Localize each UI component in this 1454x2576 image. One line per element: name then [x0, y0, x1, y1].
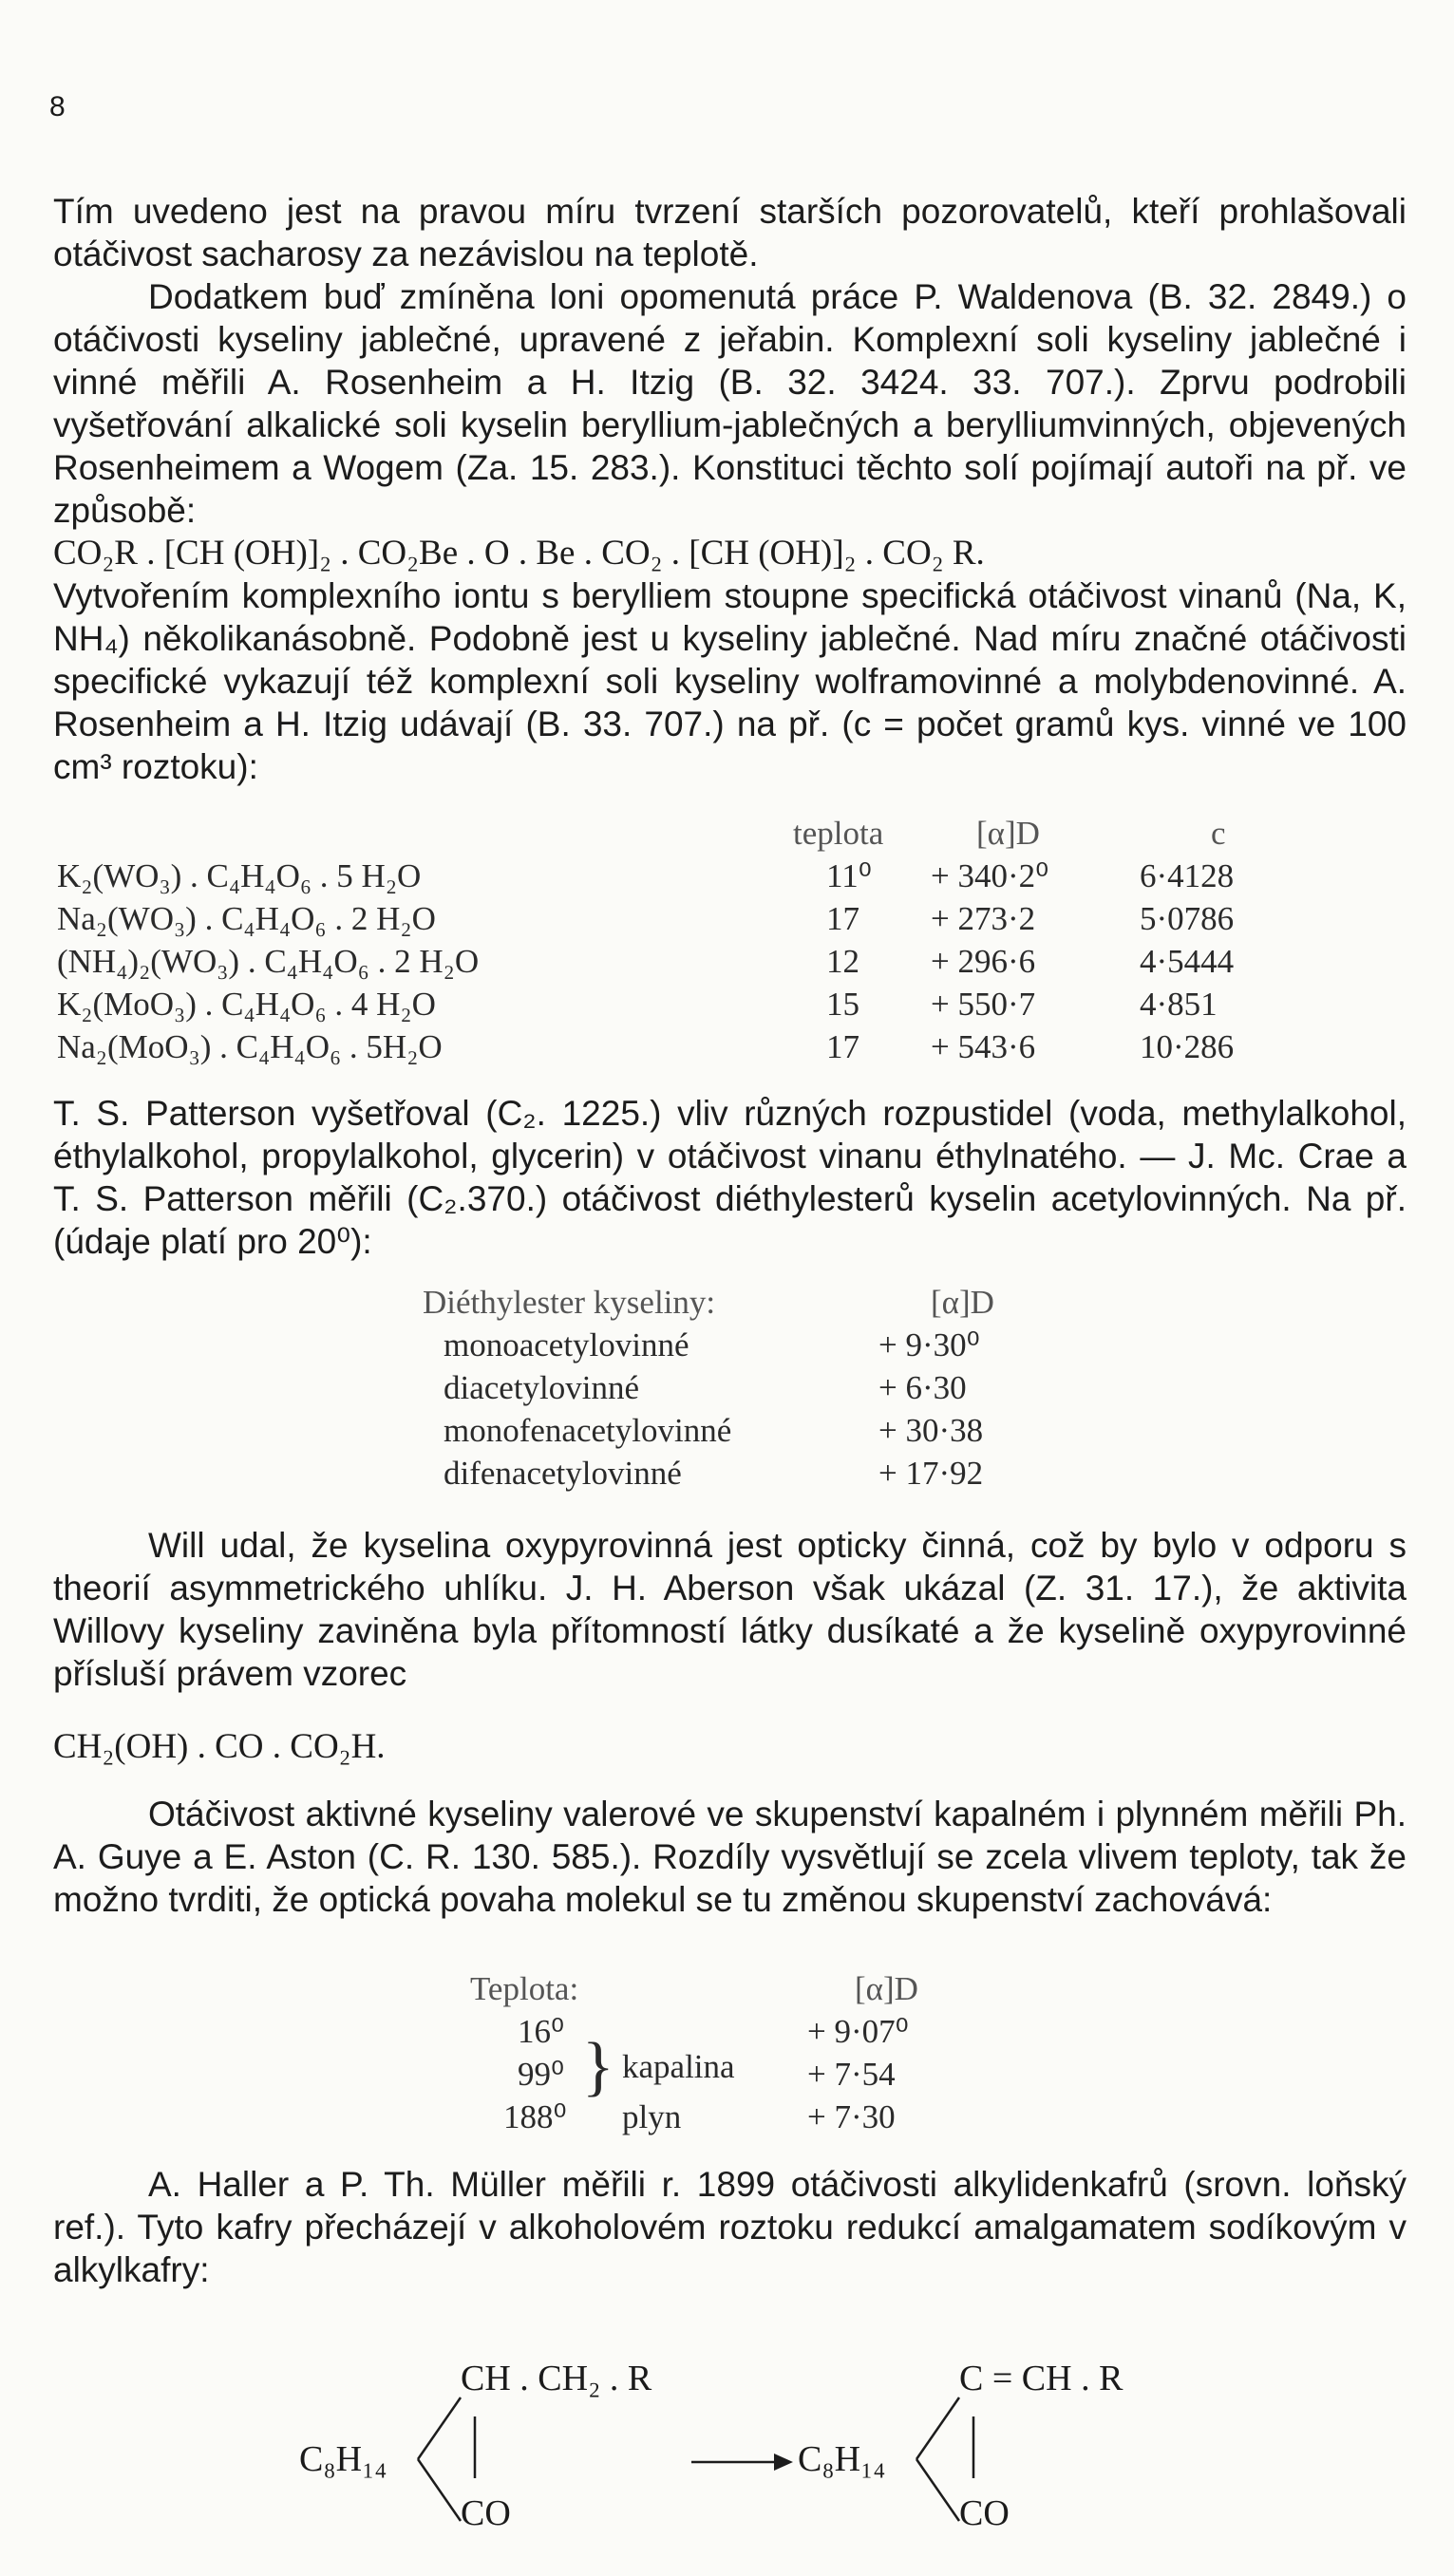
compound-cell: K₂(WO₃) . C₄H₄O₆ . 5 H₂O — [57, 857, 422, 894]
header-alpha: [α]D — [976, 815, 1040, 852]
header-c: c — [1211, 815, 1226, 852]
teplota-cell: 12 — [826, 943, 859, 980]
left-base-formula: C₈H₁₄ — [299, 2439, 387, 2479]
paragraph-7: A. Haller a P. Th. Müller měřili r. 1899 otáčivosti alkylidenkafrů (srovn. loňský ref.). Tyto kafry přecházejí v alkoholovém roztoku redukcí amalgamatem sodíkovým v alkylkafry: — [53, 2165, 1407, 2289]
paragraph-2: Dodatkem buď zmíněna loni opomenutá práce P. Waldenova (B. 32. 2849.) o otáčivosti kyseliny jablečné, upravené z jeřabin. Komplexní soli kyseliny jablečné i vinné měřili A. Rosenheim a H. Itzig (B. 32. 3424. 33. 707.). Zprvu podrobili vyšetřování alkalické soli kyselin beryllium-jablečných a berylliumvinných, objevených Rosenheimem a Wogem (Za. 15. 283.). Konstituci těchto solí pojímají autoři na př. ve způsobě: — [53, 277, 1407, 530]
alpha-cell: + 7·54 — [807, 2056, 896, 2093]
formula-beryllium: CO₂R . [CH (OH)]₂ . CO₂Be . O . Be . CO₂ . [CH (OH)]₂ . CO₂ R. — [53, 534, 985, 573]
state-cell: plyn — [622, 2098, 682, 2135]
teplota-cell: 17 — [826, 1028, 859, 1065]
header-alpha: [α]D — [855, 1970, 918, 2007]
compound-cell: K₂(MoO₃) . C₄H₄O₆ . 4 H₂O — [57, 986, 436, 1023]
c-cell: 6·4128 — [1140, 857, 1235, 894]
paragraph-6: Otáčivost aktivné kyseliny valerové ve skupenství kapalném i plynném měřili Ph. A. Guye a E. Aston (C. R. 130. 585.). Rozdíly vysvětlují se zcela vlivem teploty, tak že možno tvrditi, že optická povaha molekul se tu změnou skupenství zachovává: — [53, 1795, 1407, 1919]
compound-cell: Na₂(MoO₃) . C₄H₄O₆ . 5H₂O — [57, 1028, 443, 1065]
left-bottom-formula: CO — [461, 2493, 511, 2533]
brace-icon: } — [582, 2030, 614, 2103]
header-teplota: teplota — [793, 815, 884, 852]
c-cell: 5·0786 — [1140, 900, 1235, 937]
alpha-cell: + 273·2 — [931, 900, 1036, 937]
alpha-cell: + 550·7 — [931, 986, 1036, 1023]
right-upper-bond — [916, 2397, 959, 2459]
paragraph-3: Vytvořením komplexního iontu s berylliem stoupne specifická otáčivost vinanů (Na, K, NH₄) několikanásobně. Podobně jest u kyseliny jablečné. Nad míru značné otáčivosti specifické vykazují též komplexní soli kyseliny wolframovinné a molybdenovinné. A. Rosenheim a H. Itzig udávají (B. 33. 707.) na př. (c = počet gramů kys. vinné ve 100 cm³ roztoku): — [53, 576, 1407, 786]
state-group-label: kapalina — [622, 2048, 735, 2085]
temp-cell: 188⁰ — [503, 2098, 567, 2135]
header-label: Diéthylester kyseliny: — [423, 1284, 716, 1321]
ester-name: monoacetylovinné — [444, 1326, 689, 1363]
arrow-head-icon — [774, 2454, 793, 2471]
teplota-cell: 11⁰ — [826, 857, 872, 894]
c-cell: 4·851 — [1140, 986, 1218, 1023]
teplota-cell: 17 — [826, 900, 859, 937]
teplota-cell: 15 — [826, 986, 859, 1023]
left-lower-bond — [418, 2459, 461, 2521]
paragraph-1: Tím uvedeno jest na pravou míru tvrzení starších pozorovatelů, kteří prohlašovali otáčivost sacharosy za nezávislou na teplotě. — [53, 192, 1407, 273]
paragraph-5: Will udal, že kyselina oxypyrovinná jest opticky činná, což by bylo v odporu s theorií asymmetrického uhlíku. J. H. Aberson však ukázal (Z. 31. 17.), že aktivita Willovy kyseliny zaviněna byla přítomností látky dusíkaté a že kyselině oxypyrovinné přísluší právem vzorec — [53, 1526, 1407, 1693]
left-upper-bond — [418, 2397, 461, 2459]
right-lower-bond — [916, 2459, 959, 2521]
paragraph-4: T. S. Patterson vyšetřoval (C₂. 1225.) vliv různých rozpustidel (voda, methylalkohol, éthylalkohol, propylalkohol, glycerin) v otáčivost vinanu éthylnatého. — J. Mc. Crae a T. S. Patterson měřili (C₂.370.) otáčivost diéthylesterů kyselin acetylovinných. Na př. (údaje platí pro 20⁰): — [53, 1094, 1407, 1261]
alpha-cell: + 7·30 — [807, 2098, 896, 2135]
ester-value: + 6·30 — [878, 1369, 967, 1406]
ester-value: + 17·92 — [878, 1455, 984, 1492]
page-number: 8 — [49, 91, 66, 122]
right-base-formula: C₈H₁₄ — [798, 2439, 886, 2479]
c-cell: 10·286 — [1140, 1028, 1235, 1065]
alpha-cell: + 9·07⁰ — [807, 2013, 909, 2050]
header-label: Teplota: — [470, 1970, 579, 2007]
ester-name: monofenacetylovinné — [444, 1412, 732, 1449]
compound-cell: (NH₄)₂(WO₃) . C₄H₄O₆ . 2 H₂O — [57, 943, 480, 980]
compound-cell: Na₂(WO₃) . C₄H₄O₆ . 2 H₂O — [57, 900, 436, 937]
ester-value: + 30·38 — [878, 1412, 984, 1449]
header-alpha: [α]D — [931, 1284, 994, 1321]
alpha-cell: + 543·6 — [931, 1028, 1036, 1065]
ester-value: + 9·30⁰ — [878, 1326, 980, 1363]
right-bottom-formula: CO — [959, 2493, 1010, 2533]
right-top-formula: C = CH . R — [959, 2359, 1124, 2398]
c-cell: 4·5444 — [1140, 943, 1235, 980]
ester-name: diacetylovinné — [444, 1369, 640, 1406]
ester-name: difenacetylovinné — [444, 1455, 682, 1492]
formula-oxypyruvic: CH₂(OH) . CO . CO₂H. — [53, 1727, 386, 1766]
alpha-cell: + 296·6 — [931, 943, 1036, 980]
left-top-formula: CH . CH₂ . R — [461, 2359, 652, 2398]
temp-cell: 99⁰ — [518, 2056, 565, 2093]
temp-cell: 16⁰ — [518, 2013, 565, 2050]
alpha-cell: + 340·2⁰ — [931, 857, 1049, 894]
